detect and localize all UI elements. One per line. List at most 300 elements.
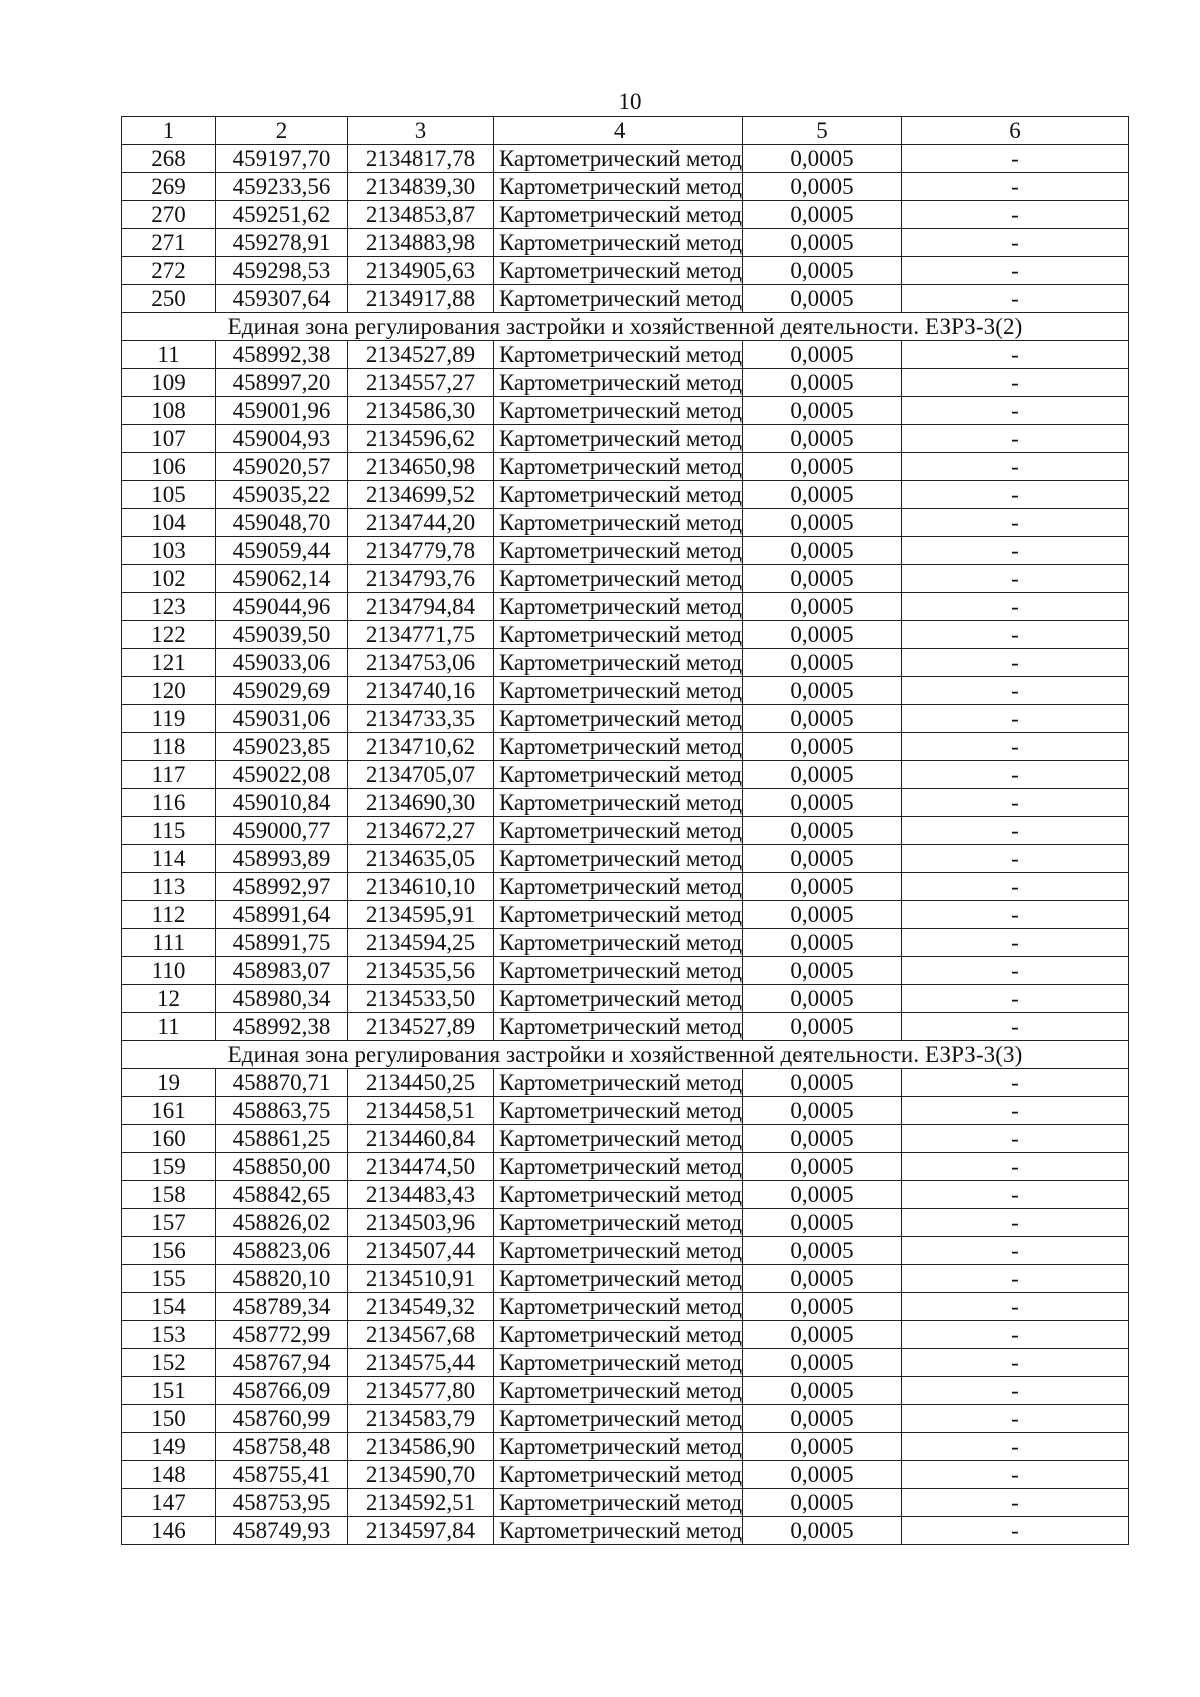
table-row: [122, 369, 1129, 397]
table-row: [122, 901, 1129, 929]
method-cell: Картометрический метод: [494, 285, 743, 313]
coordinate-y-cell: 2134597,84: [348, 1517, 494, 1545]
coordinate-y-cell: 2134753,06: [348, 649, 494, 677]
coordinate-y-cell: 2134883,98: [348, 229, 494, 257]
coordinate-x-cell: 459020,57: [216, 453, 348, 481]
accuracy-cell: 0,0005: [743, 957, 902, 985]
coordinate-x-cell: 459035,22: [216, 481, 348, 509]
note-cell: -: [902, 257, 1129, 285]
accuracy-cell: 0,0005: [743, 453, 902, 481]
coordinate-y-cell: 2134794,84: [348, 593, 494, 621]
coordinate-x-cell: 458863,75: [216, 1097, 348, 1125]
accuracy-cell: 0,0005: [743, 1237, 902, 1265]
coordinate-x-cell: 458749,93: [216, 1517, 348, 1545]
table-row: [122, 1237, 1129, 1265]
method-cell: Картометрический метод: [494, 1125, 743, 1153]
accuracy-cell: 0,0005: [743, 1377, 902, 1405]
note-cell: -: [902, 1489, 1129, 1517]
accuracy-cell: 0,0005: [743, 789, 902, 817]
point-number-cell: 104: [122, 509, 216, 537]
coordinate-x-cell: 458755,41: [216, 1461, 348, 1489]
method-cell: Картометрический метод: [494, 1489, 743, 1517]
coordinate-y-cell: 2134510,91: [348, 1265, 494, 1293]
accuracy-cell: 0,0005: [743, 257, 902, 285]
accuracy-cell: 0,0005: [743, 1433, 902, 1461]
method-cell: Картометрический метод: [494, 481, 743, 509]
point-number-cell: 153: [122, 1321, 216, 1349]
accuracy-cell: 0,0005: [743, 901, 902, 929]
point-number-cell: 105: [122, 481, 216, 509]
note-cell: -: [902, 649, 1129, 677]
point-number-cell: 12: [122, 985, 216, 1013]
point-number-cell: 271: [122, 229, 216, 257]
table-row: [122, 1069, 1129, 1097]
method-cell: Картометрический метод: [494, 621, 743, 649]
table-row: [122, 1125, 1129, 1153]
point-number-cell: 158: [122, 1181, 216, 1209]
table-row: [122, 873, 1129, 901]
point-number-cell: 272: [122, 257, 216, 285]
coordinate-x-cell: 458993,89: [216, 845, 348, 873]
note-cell: -: [902, 1405, 1129, 1433]
coordinate-x-cell: 458758,48: [216, 1433, 348, 1461]
coordinate-y-cell: 2134575,44: [348, 1349, 494, 1377]
table-row: [122, 509, 1129, 537]
point-number-cell: 113: [122, 873, 216, 901]
note-cell: -: [902, 1377, 1129, 1405]
coordinate-x-cell: 459062,14: [216, 565, 348, 593]
coordinate-x-cell: 458850,00: [216, 1153, 348, 1181]
coordinate-y-cell: 2134460,84: [348, 1125, 494, 1153]
coordinate-y-cell: 2134699,52: [348, 481, 494, 509]
table-row: [122, 1405, 1129, 1433]
coordinate-x-cell: 458983,07: [216, 957, 348, 985]
point-number-cell: 11: [122, 1013, 216, 1041]
coordinate-y-cell: 2134610,10: [348, 873, 494, 901]
coordinate-y-cell: 2134905,63: [348, 257, 494, 285]
coordinate-x-cell: 458992,97: [216, 873, 348, 901]
point-number-cell: 123: [122, 593, 216, 621]
coordinate-y-cell: 2134507,44: [348, 1237, 494, 1265]
method-cell: Картометрический метод: [494, 1349, 743, 1377]
coordinate-y-cell: 2134586,30: [348, 397, 494, 425]
note-cell: -: [902, 1125, 1129, 1153]
coordinate-y-cell: 2134535,56: [348, 957, 494, 985]
point-number-cell: 102: [122, 565, 216, 593]
method-cell: Картометрический метод: [494, 509, 743, 537]
accuracy-cell: 0,0005: [743, 1489, 902, 1517]
point-number-cell: 159: [122, 1153, 216, 1181]
table-row: [122, 1517, 1129, 1545]
method-cell: Картометрический метод: [494, 1293, 743, 1321]
point-number-cell: 154: [122, 1293, 216, 1321]
method-cell: Картометрический метод: [494, 145, 743, 173]
coordinate-y-cell: 2134458,51: [348, 1097, 494, 1125]
accuracy-cell: 0,0005: [743, 1097, 902, 1125]
accuracy-cell: 0,0005: [743, 285, 902, 313]
point-number-cell: 112: [122, 901, 216, 929]
section-title: Единая зона регулирования застройки и хозяйственной деятельности. ЕЗРЗ-3(2): [122, 313, 1129, 341]
coordinate-x-cell: 459059,44: [216, 537, 348, 565]
coordinate-y-cell: 2134596,62: [348, 425, 494, 453]
coordinates-table-body: [122, 117, 1129, 1545]
method-cell: Картометрический метод: [494, 257, 743, 285]
table-row: [122, 229, 1129, 257]
method-cell: Картометрический метод: [494, 649, 743, 677]
table-row: [122, 1293, 1129, 1321]
point-number-cell: 146: [122, 1517, 216, 1545]
method-cell: Картометрический метод: [494, 1265, 743, 1293]
table-row: [122, 537, 1129, 565]
accuracy-cell: 0,0005: [743, 929, 902, 957]
coordinate-y-cell: 2134771,75: [348, 621, 494, 649]
point-number-cell: 149: [122, 1433, 216, 1461]
table-row: [122, 173, 1129, 201]
coordinate-y-cell: 2134733,35: [348, 705, 494, 733]
accuracy-cell: 0,0005: [743, 1265, 902, 1293]
coordinate-x-cell: 459233,56: [216, 173, 348, 201]
coordinate-x-cell: 459039,50: [216, 621, 348, 649]
table-row: [122, 1153, 1129, 1181]
method-cell: Картометрический метод: [494, 1433, 743, 1461]
method-cell: Картометрический метод: [494, 1181, 743, 1209]
accuracy-cell: 0,0005: [743, 621, 902, 649]
column-number: 1: [122, 117, 216, 145]
point-number-cell: 122: [122, 621, 216, 649]
method-cell: Картометрический метод: [494, 1153, 743, 1181]
table-row: [122, 145, 1129, 173]
coordinate-y-cell: 2134779,78: [348, 537, 494, 565]
method-cell: Картометрический метод: [494, 1517, 743, 1545]
point-number-cell: 107: [122, 425, 216, 453]
method-cell: Картометрический метод: [494, 789, 743, 817]
accuracy-cell: 0,0005: [743, 1181, 902, 1209]
coordinate-x-cell: 459001,96: [216, 397, 348, 425]
accuracy-cell: 0,0005: [743, 705, 902, 733]
table-row: [122, 817, 1129, 845]
table-row: [122, 621, 1129, 649]
table-row: [122, 761, 1129, 789]
method-cell: Картометрический метод: [494, 817, 743, 845]
table-row: [122, 1489, 1129, 1517]
note-cell: -: [902, 957, 1129, 985]
accuracy-cell: 0,0005: [743, 481, 902, 509]
coordinate-y-cell: 2134793,76: [348, 565, 494, 593]
coordinate-x-cell: 458991,64: [216, 901, 348, 929]
method-cell: Картометрический метод: [494, 929, 743, 957]
method-cell: Картометрический метод: [494, 1013, 743, 1041]
coordinate-x-cell: 459004,93: [216, 425, 348, 453]
point-number-cell: 151: [122, 1377, 216, 1405]
coordinate-y-cell: 2134592,51: [348, 1489, 494, 1517]
note-cell: -: [902, 1433, 1129, 1461]
coordinate-y-cell: 2134817,78: [348, 145, 494, 173]
accuracy-cell: 0,0005: [743, 873, 902, 901]
method-cell: Картометрический метод: [494, 845, 743, 873]
accuracy-cell: 0,0005: [743, 173, 902, 201]
note-cell: -: [902, 565, 1129, 593]
coordinate-x-cell: 459022,08: [216, 761, 348, 789]
method-cell: Картометрический метод: [494, 901, 743, 929]
method-cell: Картометрический метод: [494, 1405, 743, 1433]
coordinate-y-cell: 2134533,50: [348, 985, 494, 1013]
coordinate-x-cell: 459031,06: [216, 705, 348, 733]
point-number-cell: 155: [122, 1265, 216, 1293]
coordinate-x-cell: 459298,53: [216, 257, 348, 285]
note-cell: -: [902, 761, 1129, 789]
table-row: [122, 1377, 1129, 1405]
table-row: [122, 1321, 1129, 1349]
accuracy-cell: 0,0005: [743, 845, 902, 873]
accuracy-cell: 0,0005: [743, 1517, 902, 1545]
method-cell: Картометрический метод: [494, 593, 743, 621]
point-number-cell: 108: [122, 397, 216, 425]
method-cell: Картометрический метод: [494, 453, 743, 481]
point-number-cell: 250: [122, 285, 216, 313]
note-cell: -: [902, 929, 1129, 957]
note-cell: -: [902, 789, 1129, 817]
table-row: [122, 1265, 1129, 1293]
note-cell: -: [902, 397, 1129, 425]
accuracy-cell: 0,0005: [743, 985, 902, 1013]
coordinate-y-cell: 2134583,79: [348, 1405, 494, 1433]
coordinate-y-cell: 2134839,30: [348, 173, 494, 201]
coordinate-y-cell: 2134853,87: [348, 201, 494, 229]
point-number-cell: 156: [122, 1237, 216, 1265]
column-number-row: [122, 117, 1129, 145]
coordinate-x-cell: 458991,75: [216, 929, 348, 957]
method-cell: Картометрический метод: [494, 1237, 743, 1265]
method-cell: Картометрический метод: [494, 565, 743, 593]
note-cell: -: [902, 1237, 1129, 1265]
point-number-cell: 152: [122, 1349, 216, 1377]
coordinate-x-cell: 459197,70: [216, 145, 348, 173]
table-row: [122, 677, 1129, 705]
table-row: [122, 985, 1129, 1013]
note-cell: -: [902, 425, 1129, 453]
point-number-cell: 114: [122, 845, 216, 873]
coordinate-y-cell: 2134672,27: [348, 817, 494, 845]
method-cell: Картометрический метод: [494, 341, 743, 369]
point-number-cell: 269: [122, 173, 216, 201]
note-cell: -: [902, 173, 1129, 201]
table-row: [122, 733, 1129, 761]
column-number: 6: [902, 117, 1129, 145]
table-row: [122, 1181, 1129, 1209]
method-cell: Картометрический метод: [494, 1321, 743, 1349]
table-row: [122, 705, 1129, 733]
column-number: 2: [216, 117, 348, 145]
page-number: 10: [618, 89, 642, 114]
coordinate-y-cell: 2134527,89: [348, 1013, 494, 1041]
accuracy-cell: 0,0005: [743, 1209, 902, 1237]
note-cell: -: [902, 1293, 1129, 1321]
coordinate-x-cell: 459010,84: [216, 789, 348, 817]
point-number-cell: 117: [122, 761, 216, 789]
point-number-cell: 111: [122, 929, 216, 957]
note-cell: -: [902, 1517, 1129, 1545]
accuracy-cell: 0,0005: [743, 397, 902, 425]
point-number-cell: 147: [122, 1489, 216, 1517]
point-number-cell: 106: [122, 453, 216, 481]
note-cell: -: [902, 705, 1129, 733]
coordinate-x-cell: 459033,06: [216, 649, 348, 677]
coordinate-x-cell: 459044,96: [216, 593, 348, 621]
coordinate-x-cell: 459251,62: [216, 201, 348, 229]
point-number-cell: 148: [122, 1461, 216, 1489]
coordinate-x-cell: 458980,34: [216, 985, 348, 1013]
note-cell: -: [902, 1181, 1129, 1209]
accuracy-cell: 0,0005: [743, 1013, 902, 1041]
note-cell: -: [902, 229, 1129, 257]
note-cell: -: [902, 1097, 1129, 1125]
accuracy-cell: 0,0005: [743, 509, 902, 537]
table-row: [122, 341, 1129, 369]
coordinate-x-cell: 459278,91: [216, 229, 348, 257]
point-number-cell: 110: [122, 957, 216, 985]
method-cell: Картометрический метод: [494, 1461, 743, 1489]
method-cell: Картометрический метод: [494, 201, 743, 229]
note-cell: -: [902, 985, 1129, 1013]
coordinate-y-cell: 2134503,96: [348, 1209, 494, 1237]
note-cell: -: [902, 145, 1129, 173]
accuracy-cell: 0,0005: [743, 341, 902, 369]
accuracy-cell: 0,0005: [743, 593, 902, 621]
accuracy-cell: 0,0005: [743, 1321, 902, 1349]
method-cell: Картометрический метод: [494, 229, 743, 257]
note-cell: -: [902, 677, 1129, 705]
accuracy-cell: 0,0005: [743, 369, 902, 397]
coordinate-x-cell: 458826,02: [216, 1209, 348, 1237]
table-row: [122, 789, 1129, 817]
coordinate-x-cell: 458842,65: [216, 1181, 348, 1209]
note-cell: -: [902, 1349, 1129, 1377]
coordinate-y-cell: 2134594,25: [348, 929, 494, 957]
point-number-cell: 121: [122, 649, 216, 677]
method-cell: Картометрический метод: [494, 957, 743, 985]
method-cell: Картометрический метод: [494, 173, 743, 201]
accuracy-cell: 0,0005: [743, 733, 902, 761]
note-cell: -: [902, 341, 1129, 369]
section-row: [122, 1041, 1129, 1069]
coordinate-y-cell: 2134595,91: [348, 901, 494, 929]
coordinate-y-cell: 2134740,16: [348, 677, 494, 705]
coordinate-x-cell: 458772,99: [216, 1321, 348, 1349]
method-cell: Картометрический метод: [494, 761, 743, 789]
table-row: [122, 565, 1129, 593]
table-row: [122, 397, 1129, 425]
accuracy-cell: 0,0005: [743, 1125, 902, 1153]
accuracy-cell: 0,0005: [743, 145, 902, 173]
method-cell: Картометрический метод: [494, 985, 743, 1013]
note-cell: -: [902, 845, 1129, 873]
note-cell: -: [902, 537, 1129, 565]
coordinate-x-cell: 458823,06: [216, 1237, 348, 1265]
accuracy-cell: 0,0005: [743, 677, 902, 705]
note-cell: -: [902, 817, 1129, 845]
coordinate-y-cell: 2134590,70: [348, 1461, 494, 1489]
coordinate-x-cell: 458992,38: [216, 1013, 348, 1041]
point-number-cell: 161: [122, 1097, 216, 1125]
method-cell: Картометрический метод: [494, 733, 743, 761]
point-number-cell: 115: [122, 817, 216, 845]
point-number-cell: 118: [122, 733, 216, 761]
table-row: [122, 285, 1129, 313]
note-cell: -: [902, 901, 1129, 929]
coordinate-y-cell: 2134549,32: [348, 1293, 494, 1321]
table-row: [122, 957, 1129, 985]
point-number-cell: 160: [122, 1125, 216, 1153]
table-row: [122, 425, 1129, 453]
accuracy-cell: 0,0005: [743, 761, 902, 789]
note-cell: -: [902, 1265, 1129, 1293]
table-row: [122, 1013, 1129, 1041]
note-cell: -: [902, 481, 1129, 509]
coordinate-x-cell: 458870,71: [216, 1069, 348, 1097]
method-cell: Картометрический метод: [494, 425, 743, 453]
coordinate-y-cell: 2134527,89: [348, 341, 494, 369]
note-cell: -: [902, 509, 1129, 537]
method-cell: Картометрический метод: [494, 1097, 743, 1125]
coordinate-y-cell: 2134705,07: [348, 761, 494, 789]
coordinate-y-cell: 2134586,90: [348, 1433, 494, 1461]
coordinate-y-cell: 2134577,80: [348, 1377, 494, 1405]
method-cell: Картометрический метод: [494, 369, 743, 397]
note-cell: -: [902, 285, 1129, 313]
note-cell: -: [902, 733, 1129, 761]
accuracy-cell: 0,0005: [743, 537, 902, 565]
note-cell: -: [902, 1153, 1129, 1181]
method-cell: Картометрический метод: [494, 1209, 743, 1237]
coordinates-table: [121, 116, 1129, 1545]
note-cell: -: [902, 593, 1129, 621]
table-row: [122, 453, 1129, 481]
method-cell: Картометрический метод: [494, 537, 743, 565]
coordinate-x-cell: 458766,09: [216, 1377, 348, 1405]
note-cell: -: [902, 621, 1129, 649]
accuracy-cell: 0,0005: [743, 649, 902, 677]
point-number-cell: 270: [122, 201, 216, 229]
accuracy-cell: 0,0005: [743, 1069, 902, 1097]
coordinate-x-cell: 459048,70: [216, 509, 348, 537]
note-cell: -: [902, 369, 1129, 397]
point-number-cell: 120: [122, 677, 216, 705]
accuracy-cell: 0,0005: [743, 817, 902, 845]
table-row: [122, 1349, 1129, 1377]
method-cell: Картометрический метод: [494, 677, 743, 705]
coordinate-y-cell: 2134690,30: [348, 789, 494, 817]
coordinate-x-cell: 458992,38: [216, 341, 348, 369]
coordinate-x-cell: 459023,85: [216, 733, 348, 761]
point-number-cell: 11: [122, 341, 216, 369]
table-row: [122, 1209, 1129, 1237]
coordinate-x-cell: 458760,99: [216, 1405, 348, 1433]
column-number: 4: [494, 117, 743, 145]
coordinate-y-cell: 2134483,43: [348, 1181, 494, 1209]
table-row: [122, 1461, 1129, 1489]
method-cell: Картометрический метод: [494, 873, 743, 901]
accuracy-cell: 0,0005: [743, 425, 902, 453]
note-cell: -: [902, 873, 1129, 901]
accuracy-cell: 0,0005: [743, 1153, 902, 1181]
note-cell: -: [902, 453, 1129, 481]
accuracy-cell: 0,0005: [743, 1461, 902, 1489]
table-row: [122, 257, 1129, 285]
coordinate-y-cell: 2134567,68: [348, 1321, 494, 1349]
coordinate-x-cell: 458861,25: [216, 1125, 348, 1153]
column-number: 5: [743, 117, 902, 145]
coordinate-x-cell: 458997,20: [216, 369, 348, 397]
